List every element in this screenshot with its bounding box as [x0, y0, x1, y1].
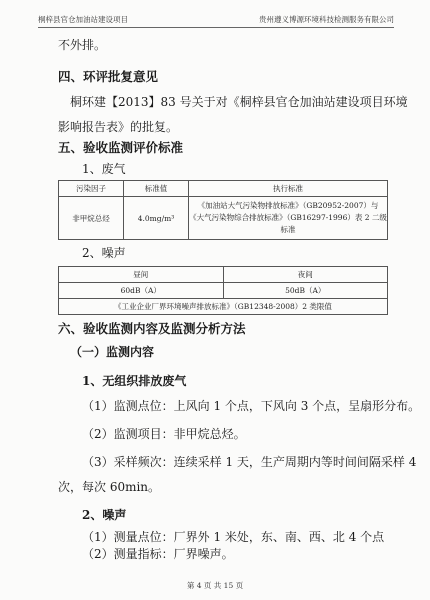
table1-standard-line2: 《大气污染物综合排放标准》（GB16297-1996）表 2 二级标准 [189, 213, 387, 234]
table2-day-value: 60dB（A） [59, 283, 224, 299]
section4-line1: 桐环建【2013】83 号关于对《桐梓县官仓加油站建设项目环境 [70, 95, 408, 109]
page-header [38, 14, 394, 28]
item2-point: （1）测量点位：厂界外 1 米处，东、南、西、北 4 个点 [82, 530, 385, 544]
exhaust-standard-table [58, 180, 388, 240]
table1-value: 4.0mg/m³ [124, 197, 189, 240]
item2-title: 2、噪声 [82, 508, 127, 522]
section6-title: 六、验收监测内容及监测分析方法 [58, 321, 246, 336]
table1-factor: 非甲烷总烃 [59, 197, 124, 240]
header-left: 桐梓县官仓加油站建设项目 [38, 15, 128, 24]
table1-header-standard: 执行标准 [189, 181, 388, 197]
table2-header-day: 昼间 [59, 267, 224, 283]
table2-note: 《工业企业厂界环境噪声排放标准》（GB12348-2008）2 类限值 [59, 299, 388, 315]
section6-sub: （一）监测内容 [70, 345, 155, 359]
noise-standard-table [58, 266, 388, 315]
header-right: 贵州遵义博源环境科技检测服务有限公司 [259, 15, 394, 24]
section5-sub1: 1、废气 [82, 162, 126, 176]
table1-standard [189, 197, 388, 240]
item1-title: 1、无组织排放废气 [82, 374, 187, 388]
table2-night-value: 50dB（A） [223, 283, 388, 299]
table1-header-value: 标准值 [124, 181, 189, 197]
item1-point: （1）监测点位：上风向 1 个点，下风向 3 个点，呈扇形分布。 [82, 399, 421, 413]
table1-standard-line1: 《加油站大气污染物排放标准》（GB20952-2007）与 [197, 201, 379, 210]
page-footer: 第 4 页 共 15 页 [186, 581, 244, 590]
item1-frequency-line2: 次，每次 60min。 [58, 480, 161, 494]
item2-indicator: （2）测量指标：厂界噪声。 [82, 547, 234, 561]
section4-title: 四、环评批复意见 [58, 69, 159, 84]
item1-item: （2）监测项目：非甲烷总烃。 [82, 427, 246, 441]
item1-frequency-line1: （3）采样频次：连续采样 1 天，生产周期内等时间间隔采样 4 [82, 455, 417, 469]
section5-title: 五、验收监测评价标准 [58, 140, 184, 155]
section5-sub2: 2、噪声 [82, 246, 126, 260]
intro-line: 不外排。 [58, 38, 107, 52]
section4-line2: 影响报告表》的批复。 [58, 120, 179, 134]
table2-header-night: 夜间 [223, 267, 388, 283]
table1-header-factor: 污染因子 [59, 181, 124, 197]
